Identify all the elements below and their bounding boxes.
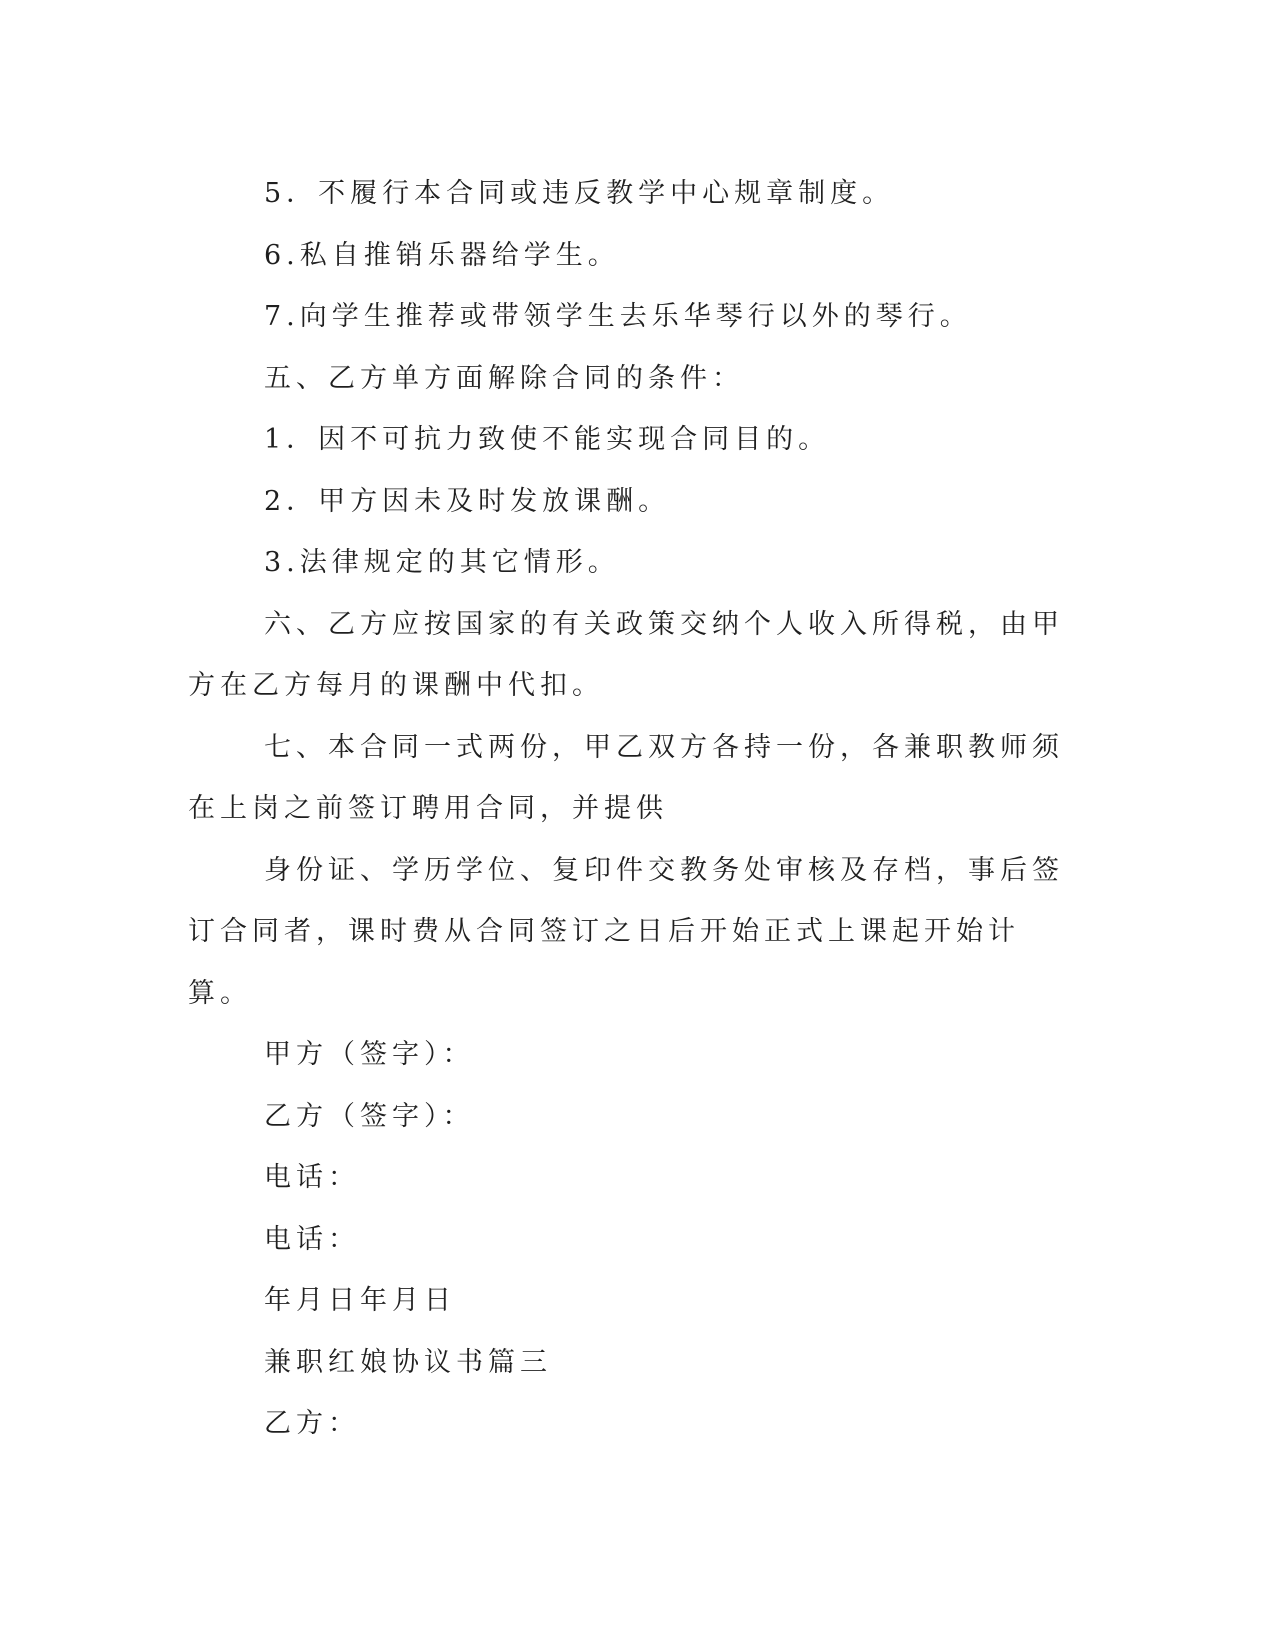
section-six-tax: 六、乙方应按国家的有关政策交纳个人收入所得税，由甲方在乙方每月的课酬中代扣。 (188, 608, 1064, 701)
paragraph-clause-7: 7.向学生推荐或带领学生去乐华琴行以外的琴行。 (264, 301, 972, 332)
phone-line-a: 电话： (264, 1162, 360, 1193)
paragraph-documents: 身份证、学历学位、复印件交教务处审核及存档，事后签订合同者，课时费从合同签订之日后开始正式上课起开始计算。 (188, 854, 1064, 1009)
phone-line-b: 电话： (264, 1223, 360, 1255)
paragraph-clause-6: 6.私自推销乐器给学生。 (264, 239, 620, 271)
document-body (188, 163, 1073, 1455)
party-a-signature: 甲方（签字）： (264, 1039, 475, 1070)
date-line: 年月日年月日 (264, 1285, 456, 1316)
party-b-signature: 乙方（签字）： (264, 1100, 475, 1132)
paragraph-condition-3: 3.法律规定的其它情形。 (264, 547, 620, 578)
section-heading-five: 五、乙方单方面解除合同的条件： (264, 362, 744, 394)
section-title-part-three: 兼职红娘协议书篇三 (264, 1346, 552, 1378)
section-seven-copies: 七、本合同一式两份，甲乙双方各持一份，各兼职教师须在上岗之前签订聘用合同，并提供 (188, 731, 1064, 824)
paragraph-clause-5: 5．不履行本合同或违反教学中心规章制度。 (264, 178, 895, 209)
paragraph-condition-1: 1．因不可抗力致使不能实现合同目的。 (264, 424, 831, 455)
paragraph-condition-2: 2．甲方因未及时发放课酬。 (264, 485, 671, 517)
party-b-label: 乙方： (264, 1408, 360, 1439)
